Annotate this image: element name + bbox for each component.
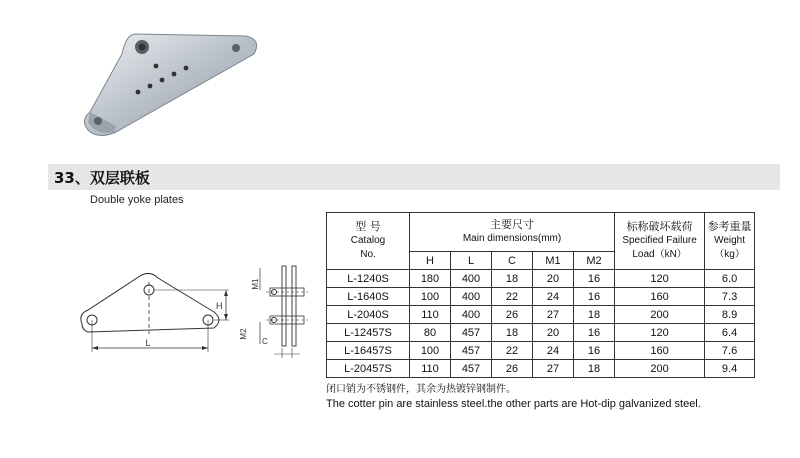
table-cell-m1: 24 [533, 288, 574, 306]
dimension-label-M2: M2 [239, 328, 248, 340]
table-row [327, 306, 755, 324]
dim-col-header: M1 [533, 252, 574, 270]
table-cell-c: 26 [492, 360, 533, 378]
dimension-label-M1: M1 [251, 278, 260, 290]
table-cell-h: 110 [410, 360, 451, 378]
table-cell-c: 18 [492, 324, 533, 342]
table-cell-m1: 27 [533, 360, 574, 378]
table-cell-load: 120 [615, 270, 705, 288]
table-cell-h: 180 [410, 270, 451, 288]
dimensions-header-en: Main dimensions(mm) [462, 233, 562, 244]
load-header [615, 213, 705, 270]
side-view-drawing [234, 262, 314, 362]
table-cell-m2: 16 [574, 270, 615, 288]
table-cell-no: L-1640S [327, 288, 410, 306]
table-cell-h: 100 [410, 288, 451, 306]
table-cell-m2: 18 [574, 306, 615, 324]
table-cell-m2: 16 [574, 342, 615, 360]
table-cell-weight: 8.9 [705, 306, 755, 324]
load-header-cn: 标称破坏载荷 [626, 220, 693, 233]
table-cell-no: L-12457S [327, 324, 410, 342]
table-cell-load: 200 [615, 360, 705, 378]
table-cell-h: 80 [410, 324, 451, 342]
table-cell-h: 100 [410, 342, 451, 360]
catalog-header-en-no: No. [360, 249, 376, 260]
table-cell-m1: 27 [533, 306, 574, 324]
table-cell-load: 160 [615, 288, 705, 306]
table-cell-load: 120 [615, 324, 705, 342]
table-cell-m1: 24 [533, 342, 574, 360]
weight-header [705, 213, 755, 270]
table-row [327, 360, 755, 378]
table-cell-no: L-1240S [327, 270, 410, 288]
note-cn: 闭口销为不锈钢件，其余为热镀锌钢制件。 [326, 384, 516, 395]
dimension-label-C: C [262, 337, 268, 346]
catalog-header-en: Catalog [350, 235, 386, 246]
table-cell-load: 200 [615, 306, 705, 324]
table-cell-c: 22 [492, 342, 533, 360]
catalog-header-cn: 型 号 [355, 220, 381, 233]
table-cell-load: 160 [615, 342, 705, 360]
weight-header-en: Weight [714, 235, 746, 246]
table-cell-no: L-20457S [327, 360, 410, 378]
table-row [327, 324, 755, 342]
table-cell-weight: 7.6 [705, 342, 755, 360]
dim-col-header: C [492, 252, 533, 270]
table-cell-weight: 7.3 [705, 288, 755, 306]
section-title: 33、双层联板 [54, 169, 150, 187]
dimensions-header-cn: 主要尺寸 [490, 218, 535, 231]
table-cell-weight: 9.4 [705, 360, 755, 378]
weight-header-cn: 参考重量 [707, 220, 752, 233]
table-cell-l: 400 [451, 306, 492, 324]
spec-table [326, 212, 755, 378]
table-cell-l: 457 [451, 360, 492, 378]
table-cell-no: L-2040S [327, 306, 410, 324]
dimension-label-H: H [216, 301, 223, 311]
product-photo [76, 28, 266, 140]
table-cell-m1: 20 [533, 270, 574, 288]
table-cell-m2: 18 [574, 360, 615, 378]
table-cell-m2: 16 [574, 288, 615, 306]
table-cell-l: 457 [451, 324, 492, 342]
table-row [327, 342, 755, 360]
table-cell-no: L-16457S [327, 342, 410, 360]
table-cell-weight: 6.4 [705, 324, 755, 342]
table-cell-weight: 6.0 [705, 270, 755, 288]
dimension-label-L: L [145, 338, 151, 348]
weight-header-unit: （kg） [714, 249, 745, 260]
dimensions-header [410, 213, 615, 252]
table-cell-c: 22 [492, 288, 533, 306]
table-row [327, 288, 755, 306]
table-cell-l: 400 [451, 288, 492, 306]
table-cell-m1: 20 [533, 324, 574, 342]
load-header-en: Specified Failure [622, 235, 697, 246]
table-row [327, 270, 755, 288]
section-subtitle: Double yoke plates [90, 194, 184, 206]
dim-col-header: M2 [574, 252, 615, 270]
table-cell-h: 110 [410, 306, 451, 324]
section-header-bar [48, 164, 780, 190]
table-cell-c: 18 [492, 270, 533, 288]
table-cell-l: 457 [451, 342, 492, 360]
catalog-header [327, 213, 410, 270]
table-cell-m2: 16 [574, 324, 615, 342]
dim-col-header: L [451, 252, 492, 270]
table-cell-c: 26 [492, 306, 533, 324]
load-header-unit: Load（kN） [632, 249, 687, 260]
note-en: The cotter pin are stainless steel.the other parts are Hot-dip galvanized steel. [326, 398, 701, 410]
spec-table-body [327, 270, 755, 378]
dim-col-header: H [410, 252, 451, 270]
table-cell-l: 400 [451, 270, 492, 288]
